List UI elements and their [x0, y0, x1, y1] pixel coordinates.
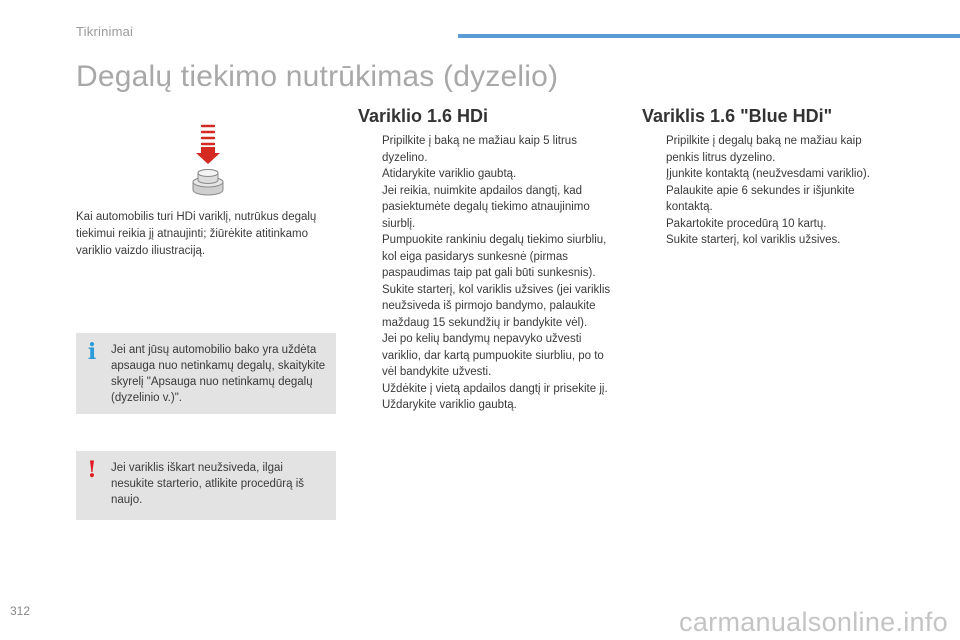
step-item	[361, 232, 611, 282]
intro-text: Kai automobilis turi HDi variklį, nutrūkus degalų tiekimui reikia jį atnaujinti; žiūrėkite atitinkamo variklio vaizdo iliustraciją.	[76, 211, 317, 257]
step-item	[645, 183, 880, 216]
warning-icon: !	[87, 457, 97, 483]
step-item	[361, 133, 611, 166]
fuel-primer-pump-icon	[190, 120, 226, 198]
step-item	[361, 397, 611, 414]
header-accent-bar	[458, 34, 960, 38]
step-text: Palaukite apie 6 sekundes ir išjunkite kontaktą.	[666, 184, 855, 213]
step-text: Pakartokite procedūrą 10 kartų.	[666, 217, 827, 230]
warning-note	[76, 451, 336, 520]
step-item	[645, 133, 880, 166]
section-label: Tikrinimai	[76, 24, 134, 39]
step-text: Uždėkite į vietą apdailos dangtį ir prisekite jį.	[382, 382, 608, 395]
steps-engine-1-6-blue-hdi	[645, 133, 880, 249]
step-item	[645, 232, 880, 249]
step-item	[645, 166, 880, 183]
page-title: Degalų tiekimo nutrūkimas (dyzelio)	[76, 60, 559, 93]
warning-note-text: Jei variklis iškart neužsiveda, ilgai nesukite starterio, atlikite procedūrą iš naujo.	[111, 462, 305, 506]
info-icon: i	[87, 339, 97, 365]
info-note-text: Jei ant jūsų automobilio bako yra uždėta apsauga nuo netinkamų degalų, skaitykite skyrelį "Apsauga nuo netinkamų degalų (dyzelinio v.)".	[111, 344, 326, 404]
step-text: Sukite starterį, kol variklis užsives.	[666, 234, 841, 246]
step-text: Jei reikia, nuimkite apdailos dangtį, kad pasiektumėte degalų tiekimo atnaujinimo siurblį.	[382, 184, 590, 230]
step-item	[361, 331, 611, 381]
step-item	[361, 282, 611, 332]
step-text: Įjunkite kontaktą (neužvesdami variklio).	[666, 168, 870, 180]
step-item	[645, 216, 880, 233]
step-text: Pumpuokite rankiniu degalų tiekimo siurbliu, kol eiga pasidarys sunkesnė (pirmas paspaudimas taip pat gali būti sunkesnis).	[382, 234, 607, 279]
steps-engine-1-6-hdi	[361, 133, 611, 414]
step-text: Pripilkite į degalų baką ne mažiau kaip penkis litrus dyzelino.	[666, 135, 862, 164]
page-number: 312	[10, 604, 31, 618]
step-text: Uždarykite variklio gaubtą.	[382, 399, 517, 411]
step-item	[361, 381, 611, 398]
heading-engine-1-6-hdi: Variklio 1.6 HDi	[358, 106, 489, 126]
step-text: Sukite starterį, kol variklis užsives (jei variklis neužsiveda iš pirmojo bandymo, palaukite maždaug 15 sekundžių ir bandykite vėl).	[382, 283, 611, 329]
step-text: Pripilkite į baką ne mažiau kaip 5 litrus dyzelino.	[382, 135, 577, 164]
info-note	[76, 333, 336, 414]
step-item	[361, 166, 611, 183]
heading-engine-1-6-blue-hdi: Variklis 1.6 "Blue HDi"	[642, 106, 833, 126]
step-item	[361, 183, 611, 233]
step-text: Atidarykite variklio gaubtą.	[382, 168, 517, 180]
watermark: carmanualsonline.info	[679, 607, 948, 637]
step-text: Jei po kelių bandymų nepavyko užvesti variklio, dar kartą pumpuokite siurbliu, po to vėl bandykite užvesti.	[382, 333, 604, 378]
